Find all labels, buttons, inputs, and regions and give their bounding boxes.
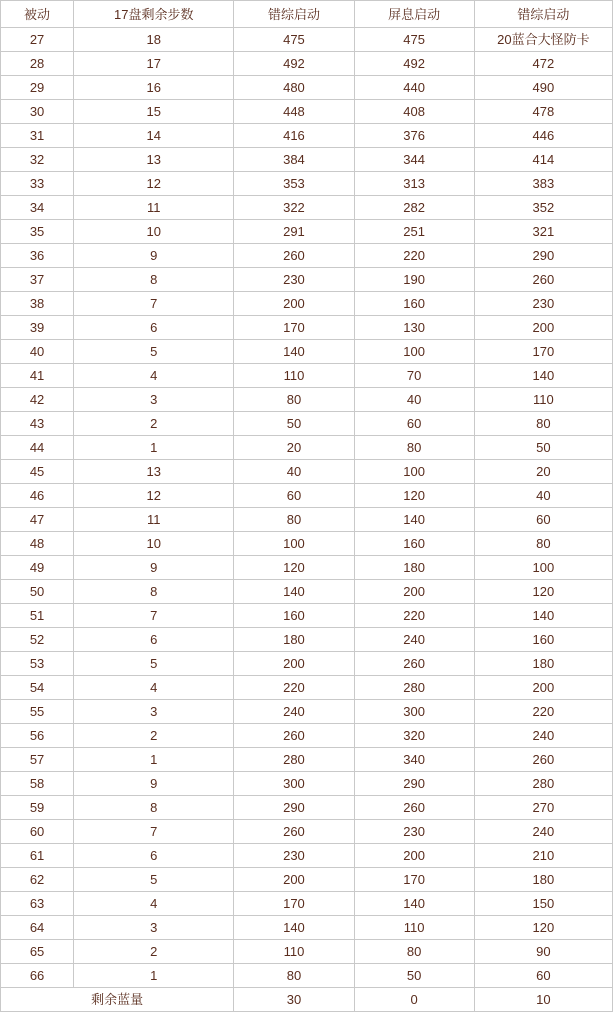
table-row — [1, 100, 613, 124]
cell-cuozong-1: 290 — [234, 796, 354, 820]
cell-cuozong-2: 220 — [474, 700, 612, 724]
cell-passive: 29 — [1, 76, 74, 100]
cell-remaining-steps: 2 — [74, 724, 234, 748]
cell-cuozong-2: 160 — [474, 628, 612, 652]
cell-cuozong-2: 383 — [474, 172, 612, 196]
table-row — [1, 292, 613, 316]
cell-cuozong-1: 480 — [234, 76, 354, 100]
table-header — [1, 1, 613, 28]
table-row — [1, 604, 613, 628]
table-row — [1, 220, 613, 244]
cell-passive: 61 — [1, 844, 74, 868]
cell-passive: 64 — [1, 916, 74, 940]
cell-passive: 38 — [1, 292, 74, 316]
cell-passive: 53 — [1, 652, 74, 676]
cell-cuozong-2: 260 — [474, 748, 612, 772]
cell-passive: 33 — [1, 172, 74, 196]
cell-cuozong-2: 20蓝合大怪防卡 — [474, 28, 612, 52]
table-row — [1, 748, 613, 772]
cell-cuozong-2: 321 — [474, 220, 612, 244]
table-row — [1, 892, 613, 916]
cell-passive: 48 — [1, 532, 74, 556]
cell-pingxi: 240 — [354, 628, 474, 652]
table-row — [1, 508, 613, 532]
cell-cuozong-1: 160 — [234, 604, 354, 628]
cell-remaining-steps: 12 — [74, 172, 234, 196]
cell-pingxi: 376 — [354, 124, 474, 148]
cell-passive: 47 — [1, 508, 74, 532]
cell-passive: 54 — [1, 676, 74, 700]
cell-pingxi: 160 — [354, 532, 474, 556]
table-row — [1, 844, 613, 868]
cell-passive: 41 — [1, 364, 74, 388]
cell-cuozong-2: 200 — [474, 316, 612, 340]
cell-cuozong-1: 120 — [234, 556, 354, 580]
cell-passive: 50 — [1, 580, 74, 604]
cell-passive: 43 — [1, 412, 74, 436]
cell-pingxi: 230 — [354, 820, 474, 844]
cell-passive: 56 — [1, 724, 74, 748]
footer-value-cuozong-1: 30 — [234, 988, 354, 1012]
table-row — [1, 412, 613, 436]
cell-cuozong-1: 322 — [234, 196, 354, 220]
cell-remaining-steps: 9 — [74, 556, 234, 580]
cell-passive: 58 — [1, 772, 74, 796]
cell-passive: 51 — [1, 604, 74, 628]
cell-remaining-steps: 5 — [74, 868, 234, 892]
cell-passive: 40 — [1, 340, 74, 364]
cell-remaining-steps: 8 — [74, 796, 234, 820]
cell-cuozong-1: 170 — [234, 316, 354, 340]
cell-pingxi: 110 — [354, 916, 474, 940]
cell-passive: 36 — [1, 244, 74, 268]
cell-cuozong-2: 478 — [474, 100, 612, 124]
cell-remaining-steps: 7 — [74, 604, 234, 628]
table-row — [1, 532, 613, 556]
table-row — [1, 124, 613, 148]
cell-pingxi: 70 — [354, 364, 474, 388]
table-row — [1, 820, 613, 844]
cell-pingxi: 251 — [354, 220, 474, 244]
cell-pingxi: 180 — [354, 556, 474, 580]
cell-cuozong-2: 180 — [474, 868, 612, 892]
cell-pingxi: 120 — [354, 484, 474, 508]
cell-remaining-steps: 15 — [74, 100, 234, 124]
cell-remaining-steps: 11 — [74, 508, 234, 532]
footer-value-pingxi: 0 — [354, 988, 474, 1012]
cell-cuozong-2: 472 — [474, 52, 612, 76]
header-row — [1, 1, 613, 28]
cell-pingxi: 408 — [354, 100, 474, 124]
cell-pingxi: 80 — [354, 940, 474, 964]
cell-cuozong-1: 140 — [234, 340, 354, 364]
table-row — [1, 628, 613, 652]
cell-remaining-steps: 4 — [74, 892, 234, 916]
cell-cuozong-2: 150 — [474, 892, 612, 916]
table-row — [1, 148, 613, 172]
cell-pingxi: 80 — [354, 436, 474, 460]
cell-passive: 65 — [1, 940, 74, 964]
cell-pingxi: 50 — [354, 964, 474, 988]
cell-cuozong-2: 260 — [474, 268, 612, 292]
cell-cuozong-1: 353 — [234, 172, 354, 196]
cell-cuozong-1: 260 — [234, 820, 354, 844]
cell-cuozong-2: 20 — [474, 460, 612, 484]
table-row — [1, 700, 613, 724]
cell-cuozong-1: 230 — [234, 268, 354, 292]
cell-pingxi: 282 — [354, 196, 474, 220]
table-row — [1, 964, 613, 988]
cell-passive: 66 — [1, 964, 74, 988]
cell-cuozong-1: 448 — [234, 100, 354, 124]
cell-cuozong-2: 60 — [474, 508, 612, 532]
cell-cuozong-2: 280 — [474, 772, 612, 796]
cell-cuozong-2: 140 — [474, 604, 612, 628]
cell-remaining-steps: 10 — [74, 220, 234, 244]
cell-pingxi: 440 — [354, 76, 474, 100]
cell-cuozong-1: 40 — [234, 460, 354, 484]
cell-cuozong-1: 260 — [234, 724, 354, 748]
cell-cuozong-1: 110 — [234, 364, 354, 388]
cell-cuozong-1: 60 — [234, 484, 354, 508]
cell-pingxi: 200 — [354, 844, 474, 868]
table-row — [1, 556, 613, 580]
table-row — [1, 268, 613, 292]
cell-pingxi: 320 — [354, 724, 474, 748]
cell-pingxi: 220 — [354, 244, 474, 268]
table-row — [1, 724, 613, 748]
cell-cuozong-2: 240 — [474, 724, 612, 748]
cell-cuozong-2: 120 — [474, 580, 612, 604]
cell-passive: 57 — [1, 748, 74, 772]
cell-cuozong-1: 200 — [234, 292, 354, 316]
cell-cuozong-2: 230 — [474, 292, 612, 316]
cell-cuozong-1: 280 — [234, 748, 354, 772]
table-row — [1, 916, 613, 940]
cell-cuozong-1: 260 — [234, 244, 354, 268]
cell-cuozong-1: 291 — [234, 220, 354, 244]
cell-remaining-steps: 13 — [74, 460, 234, 484]
cell-pingxi: 475 — [354, 28, 474, 52]
cell-pingxi: 290 — [354, 772, 474, 796]
cell-pingxi: 160 — [354, 292, 474, 316]
cell-cuozong-2: 120 — [474, 916, 612, 940]
cell-remaining-steps: 2 — [74, 940, 234, 964]
cell-pingxi: 130 — [354, 316, 474, 340]
cell-remaining-steps: 2 — [74, 412, 234, 436]
cell-pingxi: 260 — [354, 796, 474, 820]
column-header-cuozong-2: 错综启动 — [474, 1, 612, 28]
table-row — [1, 940, 613, 964]
cell-cuozong-2: 100 — [474, 556, 612, 580]
table-row — [1, 868, 613, 892]
cell-cuozong-2: 180 — [474, 652, 612, 676]
cell-passive: 32 — [1, 148, 74, 172]
cell-pingxi: 280 — [354, 676, 474, 700]
table-row — [1, 196, 613, 220]
cell-cuozong-2: 446 — [474, 124, 612, 148]
table-row — [1, 676, 613, 700]
cell-remaining-steps: 8 — [74, 580, 234, 604]
cell-cuozong-1: 416 — [234, 124, 354, 148]
cell-cuozong-1: 100 — [234, 532, 354, 556]
cell-cuozong-2: 40 — [474, 484, 612, 508]
cell-passive: 27 — [1, 28, 74, 52]
cell-pingxi: 140 — [354, 508, 474, 532]
table-row — [1, 796, 613, 820]
table-row — [1, 76, 613, 100]
cell-remaining-steps: 1 — [74, 436, 234, 460]
cell-cuozong-2: 414 — [474, 148, 612, 172]
cell-remaining-steps: 14 — [74, 124, 234, 148]
cell-pingxi: 220 — [354, 604, 474, 628]
cell-remaining-steps: 7 — [74, 292, 234, 316]
table-row — [1, 28, 613, 52]
table-row — [1, 316, 613, 340]
cell-cuozong-1: 180 — [234, 628, 354, 652]
cell-cuozong-2: 352 — [474, 196, 612, 220]
cell-cuozong-2: 140 — [474, 364, 612, 388]
cell-cuozong-2: 90 — [474, 940, 612, 964]
table-row — [1, 388, 613, 412]
cell-remaining-steps: 12 — [74, 484, 234, 508]
cell-passive: 28 — [1, 52, 74, 76]
column-header-passive: 被动 — [1, 1, 74, 28]
cell-pingxi: 60 — [354, 412, 474, 436]
cell-pingxi: 200 — [354, 580, 474, 604]
cell-cuozong-2: 50 — [474, 436, 612, 460]
cell-passive: 55 — [1, 700, 74, 724]
cell-remaining-steps: 16 — [74, 76, 234, 100]
cell-passive: 44 — [1, 436, 74, 460]
cell-passive: 31 — [1, 124, 74, 148]
column-header-cuozong-1: 错综启动 — [234, 1, 354, 28]
cell-remaining-steps: 8 — [74, 268, 234, 292]
cell-cuozong-1: 300 — [234, 772, 354, 796]
table-row — [1, 364, 613, 388]
cell-passive: 52 — [1, 628, 74, 652]
cell-remaining-steps: 11 — [74, 196, 234, 220]
cell-remaining-steps: 4 — [74, 676, 234, 700]
cell-remaining-steps: 17 — [74, 52, 234, 76]
cell-remaining-steps: 13 — [74, 148, 234, 172]
cell-pingxi: 170 — [354, 868, 474, 892]
cell-cuozong-2: 170 — [474, 340, 612, 364]
cell-remaining-steps: 10 — [74, 532, 234, 556]
cell-remaining-steps: 9 — [74, 244, 234, 268]
cell-remaining-steps: 3 — [74, 388, 234, 412]
cell-cuozong-2: 60 — [474, 964, 612, 988]
table-row — [1, 340, 613, 364]
cell-passive: 35 — [1, 220, 74, 244]
cell-passive: 42 — [1, 388, 74, 412]
table-row — [1, 484, 613, 508]
table-row — [1, 772, 613, 796]
cell-pingxi: 100 — [354, 460, 474, 484]
cell-cuozong-2: 290 — [474, 244, 612, 268]
cell-pingxi: 190 — [354, 268, 474, 292]
cell-passive: 59 — [1, 796, 74, 820]
cell-passive: 62 — [1, 868, 74, 892]
cell-cuozong-1: 492 — [234, 52, 354, 76]
cell-remaining-steps: 4 — [74, 364, 234, 388]
cell-cuozong-2: 210 — [474, 844, 612, 868]
cell-cuozong-1: 384 — [234, 148, 354, 172]
table-body — [1, 28, 613, 988]
cell-cuozong-1: 240 — [234, 700, 354, 724]
cell-remaining-steps: 3 — [74, 700, 234, 724]
table-row — [1, 244, 613, 268]
footer-row — [1, 988, 613, 1012]
cell-remaining-steps: 3 — [74, 916, 234, 940]
cell-pingxi: 492 — [354, 52, 474, 76]
cell-remaining-steps: 7 — [74, 820, 234, 844]
cell-passive: 63 — [1, 892, 74, 916]
cell-cuozong-2: 110 — [474, 388, 612, 412]
cell-passive: 39 — [1, 316, 74, 340]
cell-passive: 49 — [1, 556, 74, 580]
column-header-remaining-steps: 17盘剩余步数 — [74, 1, 234, 28]
cell-cuozong-1: 50 — [234, 412, 354, 436]
cell-cuozong-1: 140 — [234, 580, 354, 604]
cell-remaining-steps: 1 — [74, 748, 234, 772]
cell-remaining-steps: 18 — [74, 28, 234, 52]
cell-cuozong-1: 220 — [234, 676, 354, 700]
table-footer — [1, 988, 613, 1012]
table-row — [1, 436, 613, 460]
cell-cuozong-1: 20 — [234, 436, 354, 460]
cell-cuozong-1: 140 — [234, 916, 354, 940]
cell-pingxi: 300 — [354, 700, 474, 724]
cell-cuozong-2: 240 — [474, 820, 612, 844]
cell-pingxi: 40 — [354, 388, 474, 412]
cell-passive: 34 — [1, 196, 74, 220]
table-row — [1, 460, 613, 484]
footer-label: 剩余蓝量 — [1, 988, 234, 1012]
cell-pingxi: 340 — [354, 748, 474, 772]
footer-value-cuozong-2: 10 — [474, 988, 612, 1012]
cell-remaining-steps: 9 — [74, 772, 234, 796]
cell-remaining-steps: 6 — [74, 316, 234, 340]
cell-remaining-steps: 6 — [74, 844, 234, 868]
cell-cuozong-2: 490 — [474, 76, 612, 100]
cell-cuozong-2: 80 — [474, 532, 612, 556]
cell-cuozong-1: 80 — [234, 508, 354, 532]
cell-pingxi: 100 — [354, 340, 474, 364]
table-row — [1, 652, 613, 676]
cell-cuozong-2: 270 — [474, 796, 612, 820]
cell-cuozong-1: 230 — [234, 844, 354, 868]
cell-remaining-steps: 6 — [74, 628, 234, 652]
cell-cuozong-1: 475 — [234, 28, 354, 52]
cell-passive: 37 — [1, 268, 74, 292]
table-row — [1, 580, 613, 604]
cell-pingxi: 344 — [354, 148, 474, 172]
column-header-pingxi: 屏息启动 — [354, 1, 474, 28]
cell-remaining-steps: 5 — [74, 340, 234, 364]
cell-pingxi: 140 — [354, 892, 474, 916]
cell-pingxi: 260 — [354, 652, 474, 676]
cell-remaining-steps: 1 — [74, 964, 234, 988]
cell-passive: 30 — [1, 100, 74, 124]
cell-remaining-steps: 5 — [74, 652, 234, 676]
cell-cuozong-1: 170 — [234, 892, 354, 916]
cell-cuozong-2: 80 — [474, 412, 612, 436]
cell-passive: 46 — [1, 484, 74, 508]
table-row — [1, 172, 613, 196]
cell-cuozong-1: 110 — [234, 940, 354, 964]
cell-cuozong-1: 80 — [234, 964, 354, 988]
cell-cuozong-1: 80 — [234, 388, 354, 412]
cell-cuozong-1: 200 — [234, 652, 354, 676]
cell-cuozong-2: 200 — [474, 676, 612, 700]
cell-passive: 45 — [1, 460, 74, 484]
table-row — [1, 52, 613, 76]
cell-pingxi: 313 — [354, 172, 474, 196]
cell-cuozong-1: 200 — [234, 868, 354, 892]
cell-passive: 60 — [1, 820, 74, 844]
